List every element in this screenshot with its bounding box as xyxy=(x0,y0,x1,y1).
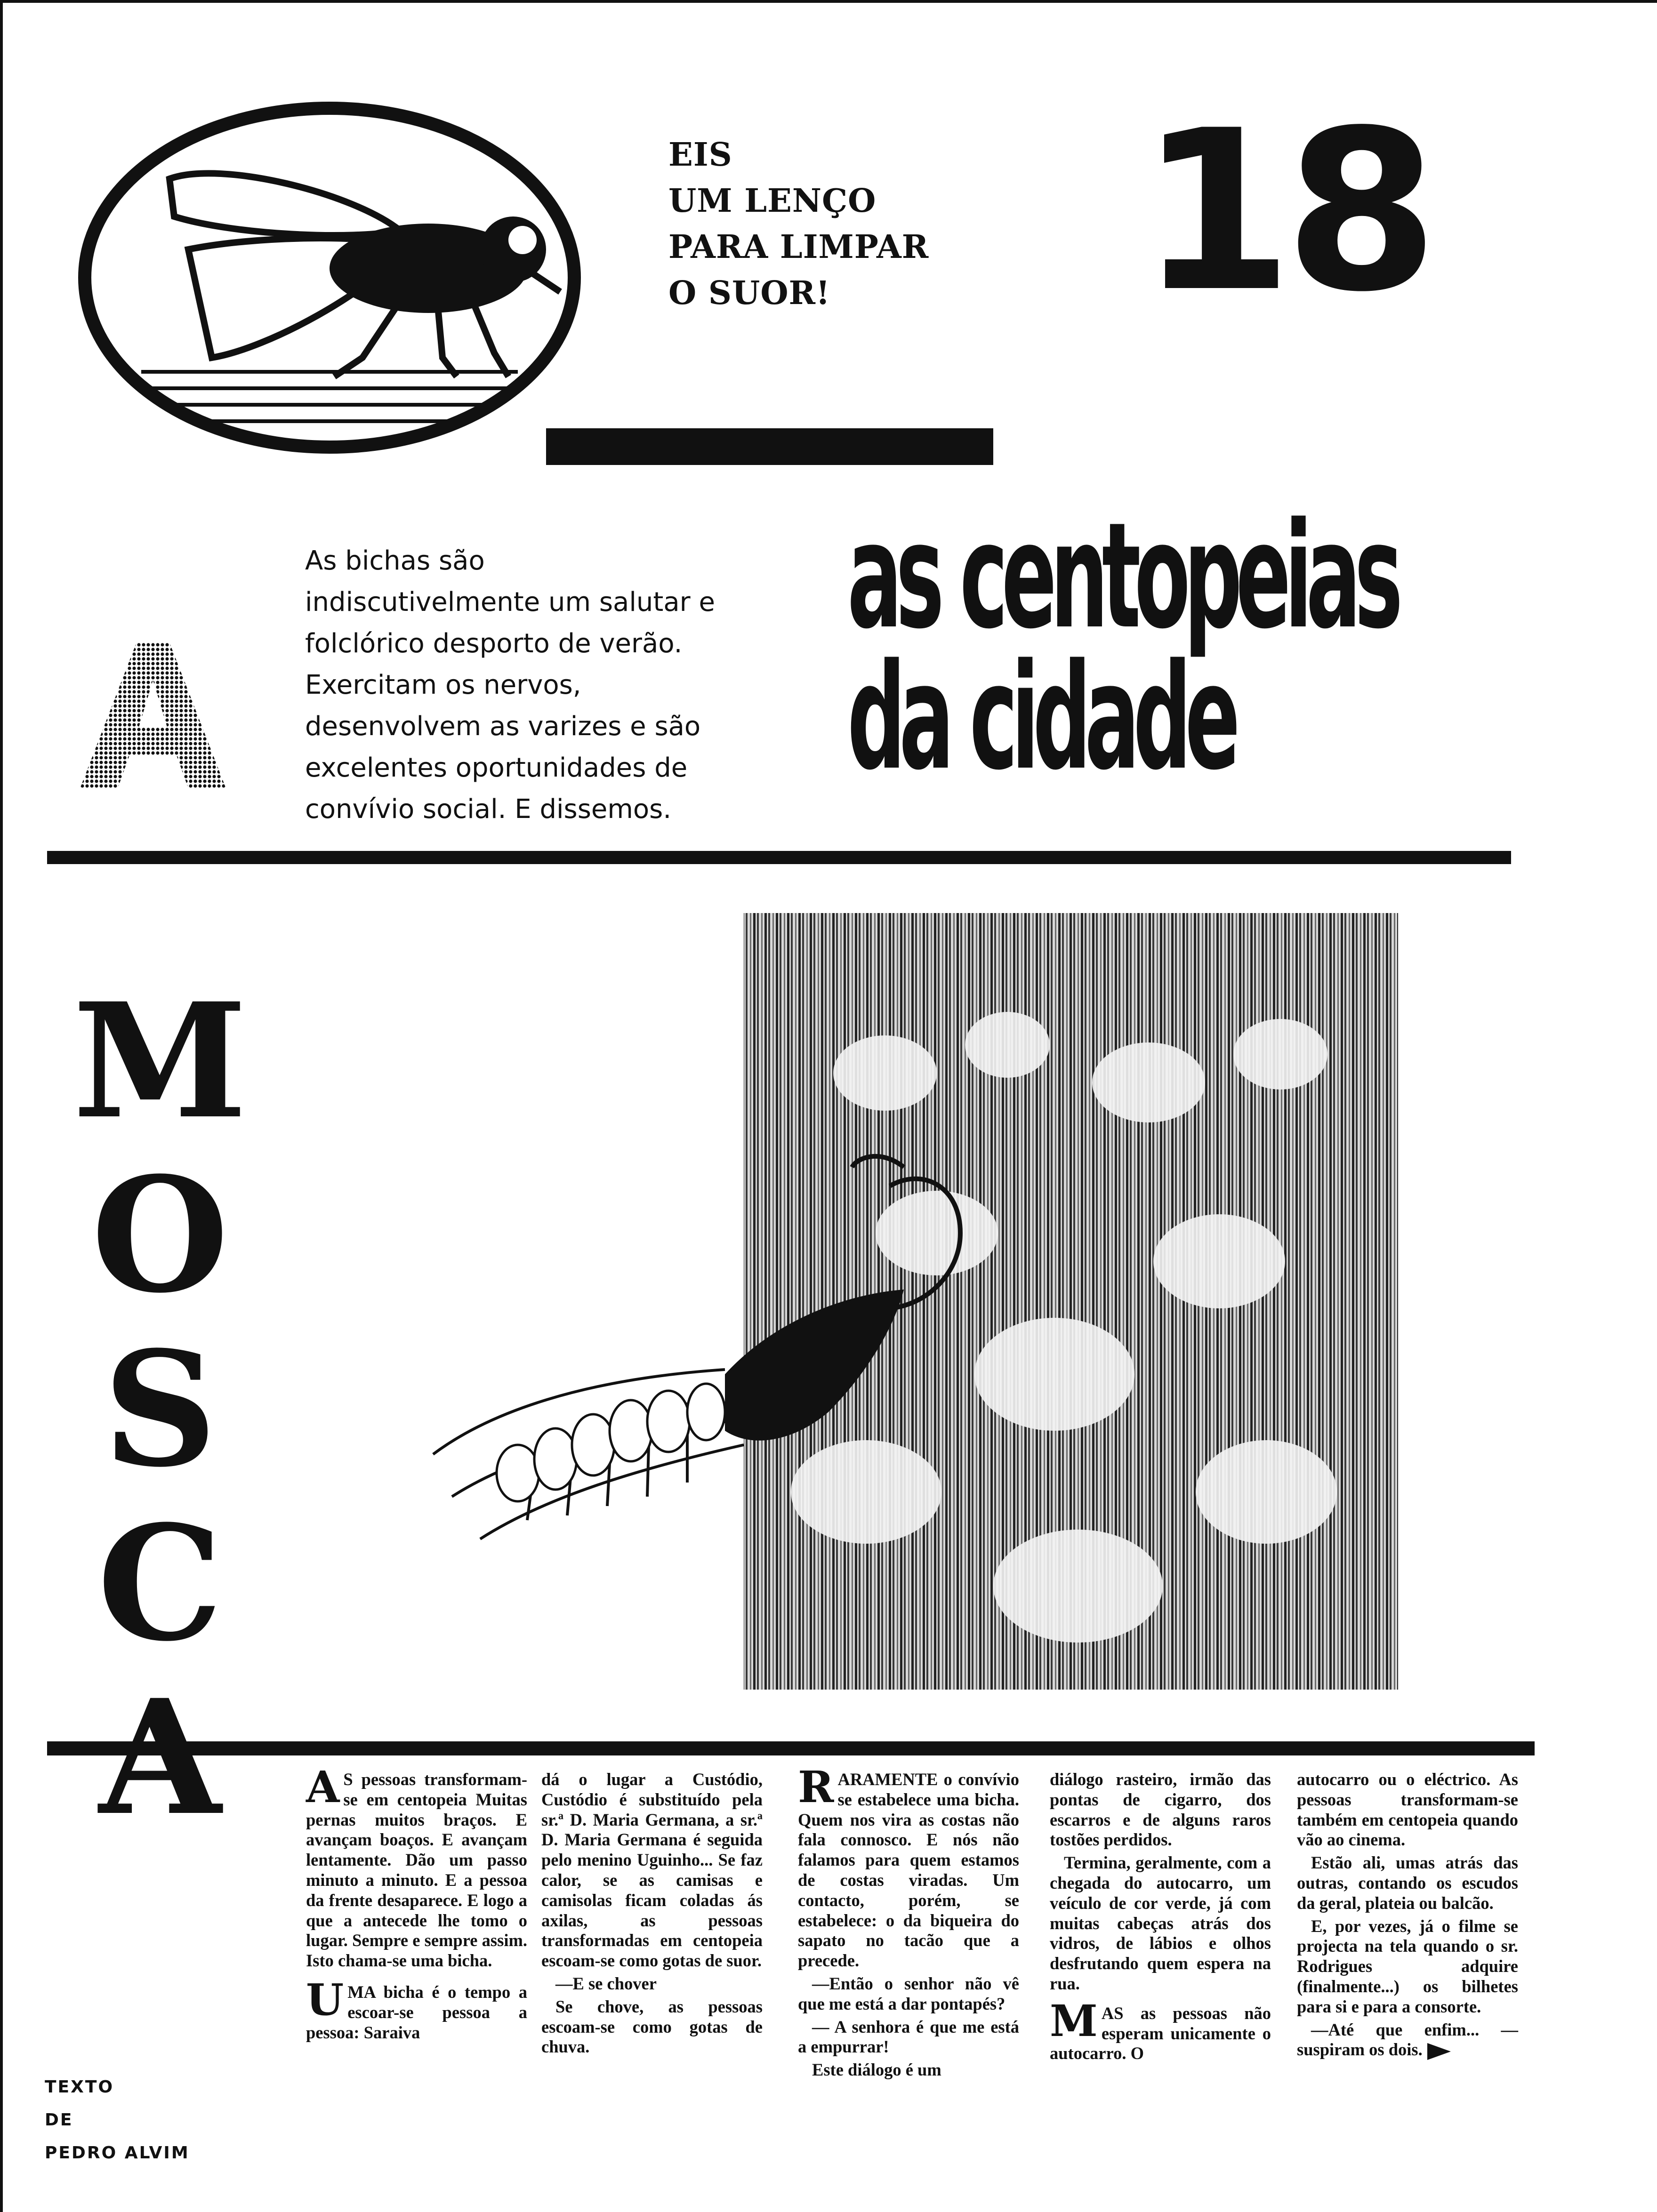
article-paragraph: — A senhora é que me está a empurrar! xyxy=(798,2017,1019,2057)
byline-author: PEDRO ALVIM xyxy=(45,2143,190,2163)
vertical-title xyxy=(71,969,249,1851)
drop-cap: R xyxy=(798,1762,834,1812)
page-number: 18 xyxy=(1139,83,1431,340)
article-paragraph: diálogo rasteiro, irmão das pontas de cigarro, dos escarros e de alguns raros tostões perdidos. xyxy=(1050,1770,1271,1850)
fly-emblem-icon xyxy=(71,94,588,461)
drop-cap: M xyxy=(1050,1995,1098,2046)
halftone-letter-icon xyxy=(71,638,235,793)
title-line: as centopeias xyxy=(847,491,1397,661)
article-paragraph: Se chove, as pessoas escoam-se como gotas de chuva. xyxy=(541,1996,763,2057)
article-title xyxy=(847,491,1397,802)
article-divider xyxy=(47,1741,1535,1755)
byline-label: TEXTO xyxy=(45,2077,114,2097)
article-column-5 xyxy=(1297,1770,1518,2063)
article-paragraph: Estão ali, umas atrás das outras, contando os escudos da geral, plateia ou balcão. xyxy=(1297,1853,1518,1913)
kicker-line: O SUOR! xyxy=(668,274,830,312)
article-paragraph xyxy=(306,1974,527,2043)
kicker-line: PARA LIMPAR xyxy=(668,228,929,266)
article-paragraph: E, por vezes, já o filme se projecta na tela quando o sr. Rodrigues adquire (finalmente...) os bilhetes para si e para a consorte. xyxy=(1297,1916,1518,2016)
paragraph-text: S pessoas transformam-se em centopeia Muitas pernas muitos braços. E avançam boaços. E avançam lentamente. Dão um passo minuto a minuto. E a pessoa da frente desaparece. E logo a que a antecede lhe tomo o lugar. Sempre e sempre assim. Isto chama-se uma bicha. xyxy=(306,1770,527,1971)
article-paragraph xyxy=(306,1762,527,1971)
section-letter xyxy=(71,638,235,793)
article-column-4 xyxy=(1050,1770,1271,2067)
kicker-headline xyxy=(668,132,1007,316)
intro-paragraph: As bichas são indiscutivelmente um salutar e folclórico desporto de verão. Exercitam os nervos, desenvolvem as varizes e são excelentes oportunidades de convívio social. E dissemos. xyxy=(305,545,715,825)
drop-cap: A xyxy=(306,1762,340,1812)
crowd-centipede-illustration xyxy=(395,904,1403,1694)
article-paragraph: dá o lugar a Custódio, Custódio é substituído pela sr.ª D. Maria Germana, a sr.ª D. Maria Germana é seguida pelo menino Uguinho... Se faz calor, se as camisas e camisolas ficam coladas ás axilas, as pessoas transformadas em centopeia escoam-se como gotas de suor. xyxy=(541,1770,763,1971)
paragraph-text: —Até que enfim... — suspiram os dois. xyxy=(1297,2020,1518,2060)
article-paragraph: —Então o senhor não vê que me está a dar pontapés? xyxy=(798,1973,1019,2013)
article-paragraph: autocarro ou o eléctrico. As pessoas transformam-se também em centopeia quando vão ao cinema. xyxy=(1297,1770,1518,1850)
vertical-letter: A xyxy=(99,1665,221,1851)
vertical-letter: C xyxy=(97,1491,223,1676)
kicker-line: UM LENÇO xyxy=(668,182,877,220)
left-rule xyxy=(0,0,3,2212)
article-paragraph: Este diálogo é um xyxy=(812,2060,941,2080)
article-paragraph xyxy=(1297,2020,1518,2060)
byline xyxy=(45,2071,195,2170)
article-paragraph: Termina, geralmente, com a chegada do autocarro, um veículo de cor verde, já com muitas cabeças atrás dos vidros, de lábios e olhos desfrutando quem espera na rua. xyxy=(1050,1853,1271,1993)
byline-label: DE xyxy=(45,2110,73,2130)
vertical-letter: O xyxy=(91,1143,229,1328)
paragraph-text: AS as pessoas não esperam unicamente o autocarro. O xyxy=(1050,2003,1271,2063)
continue-arrow-icon xyxy=(1427,2043,1451,2060)
article-paragraph xyxy=(1050,1995,1271,2064)
article-paragraph xyxy=(798,1762,1019,1971)
article-column-1 xyxy=(306,1762,527,2045)
drop-cap: U xyxy=(306,1974,344,2025)
top-rule xyxy=(0,0,1657,3)
header-bar xyxy=(546,428,993,465)
paragraph-text: ARAMENTE o convívio se estabelece uma bicha. Quem nos vira as costas não fala connosco. E nós não falamos para quem estamos de costas viradas. Um contacto, porém, se estabelece: o da biqueira do sapato no tacão que a precede. xyxy=(798,1770,1019,1971)
article-column-3 xyxy=(798,1762,1019,2083)
kicker-line: EIS xyxy=(668,136,732,174)
vertical-letter: S xyxy=(103,1317,217,1502)
article-paragraph: —E se chover xyxy=(555,1973,657,1993)
article-column-2 xyxy=(541,1770,763,2060)
section-divider xyxy=(47,851,1511,864)
title-line: da cidade xyxy=(847,633,1234,802)
paragraph-text: MA bicha é o tempo a escoar-se pessoa a pessoa: Saraiva xyxy=(306,1982,527,2042)
vertical-letter: M xyxy=(72,969,248,1154)
